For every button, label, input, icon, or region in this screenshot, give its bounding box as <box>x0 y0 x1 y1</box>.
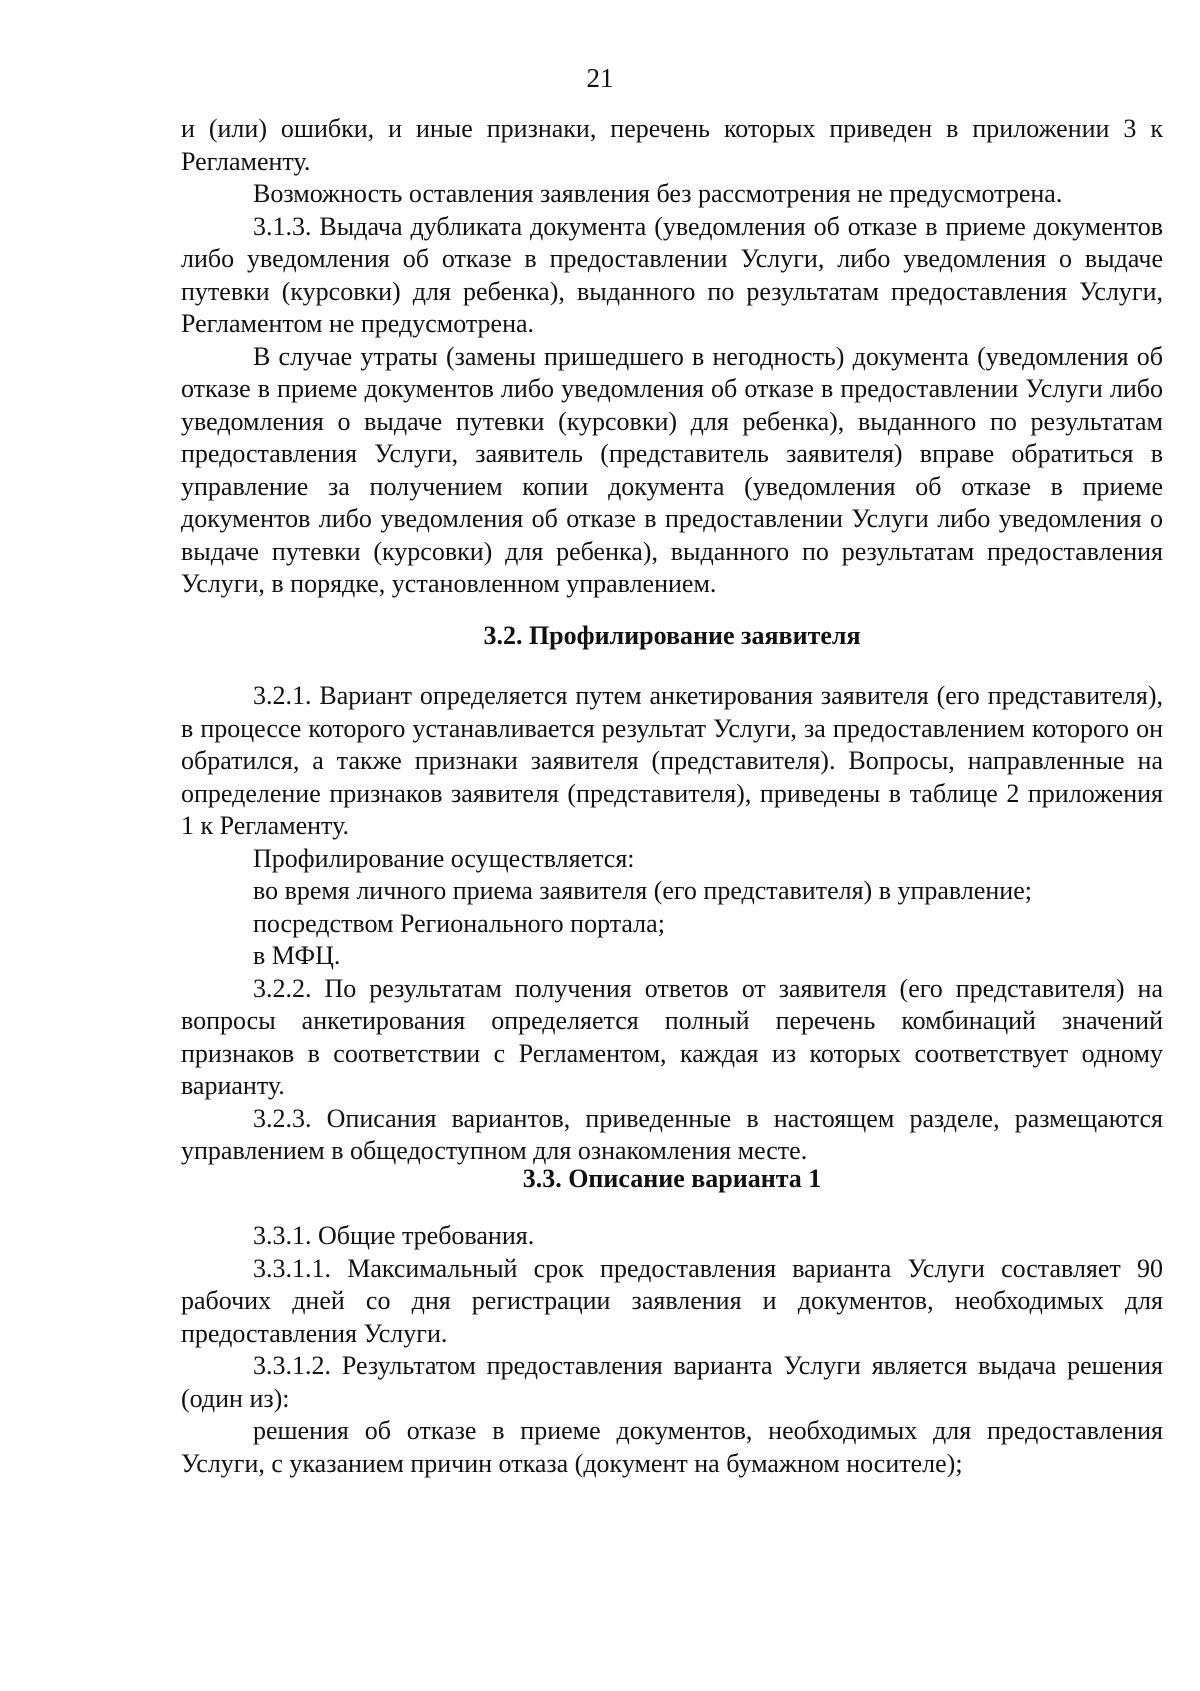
paragraph: 3.3.1.1. Максимальный срок предоставления варианта Услуги составляет 90 рабочих дней со дня регистрации заявления и документов, необходимых для предоставления Услуги. <box>181 1253 1163 1348</box>
paragraph: В случае утраты (замены пришедшего в негодность) документа (уведомления об отказе в приеме документов либо уведомления об отказе в предоставлении Услуги либо уведомления о выдаче путевки (курсовки) для ребенка), выданного по результатам предоставления Услуги, заявитель (представитель заявителя) вправе обратиться в управление за получением копии документа (уведомления об отказе в приеме документов либо уведомления об отказе в предоставлении Услуги либо уведомления о выдаче путевки (курсовки) для ребенка), выданного по результатам предоставления Услуги, в порядке, установленном управлением. <box>181 341 1163 598</box>
section-3-2-text <box>181 680 1163 1168</box>
paragraph: 3.2.2. По результатам получения ответов от заявителя (его представителя) на вопросы анкетирования определяется полный перечень комбинаций значений признаков в соответствии с Регламентом, каждая из которых соответствует одному варианту. <box>181 973 1163 1100</box>
paragraph: Профилирование осуществляется: <box>253 843 635 873</box>
list-item: во время личного приема заявителя (его представителя) в управление; <box>253 876 1032 905</box>
paragraph: 3.3.1. Общие требования. <box>253 1221 535 1250</box>
list-item: в МФЦ. <box>253 941 341 970</box>
paragraph: решения об отказе в приеме документов, необходимых для предоставления Услуги, с указанием причин отказа (документ на бумажном носителе); <box>181 1416 1163 1478</box>
paragraph: 3.3.1.2. Результатом предоставления варианта Услуги является выдача решения (один из): <box>181 1351 1163 1413</box>
page-number: 21 <box>586 63 614 93</box>
paragraph: 3.2.3. Описания вариантов, приведенные в настоящем разделе, размещаются управлением в общедоступном для ознакомления месте. <box>181 1103 1163 1165</box>
section-heading: 3.3. Описание варианта 1 <box>522 1164 822 1193</box>
paragraph: и (или) ошибки, и иные признаки, перечень которых приведен в приложении 3 к Регламенту. <box>181 114 1163 176</box>
paragraph: Возможность оставления заявления без рассмотрения не предусмотрена. <box>253 179 1063 208</box>
section-3-3-text <box>181 1220 1163 1480</box>
section-3-1-text <box>181 113 1163 601</box>
paragraph: 3.1.3. Выдача дубликата документа (уведомления об отказе в приеме документов либо уведомления об отказе в предоставлении Услуги, либо уведомления о выдаче путевки (курсовки) для ребенка), выданного по результатам предоставления Услуги, Регламентом не предусмотрена. <box>181 211 1163 338</box>
list-item: посредством Регионального портала; <box>253 908 665 938</box>
paragraph: 3.2.1. Вариант определяется путем анкетирования заявителя (его представителя), в процессе которого устанавливается результат Услуги, за предоставлением которого он обратился, а также признаки заявителя (представителя). Вопросы, направленные на определение признаков заявителя (представителя), приведены в таблице 2 приложения 1 к Регламенту. <box>181 681 1163 840</box>
section-heading: 3.2. Профилирование заявителя <box>483 621 861 650</box>
